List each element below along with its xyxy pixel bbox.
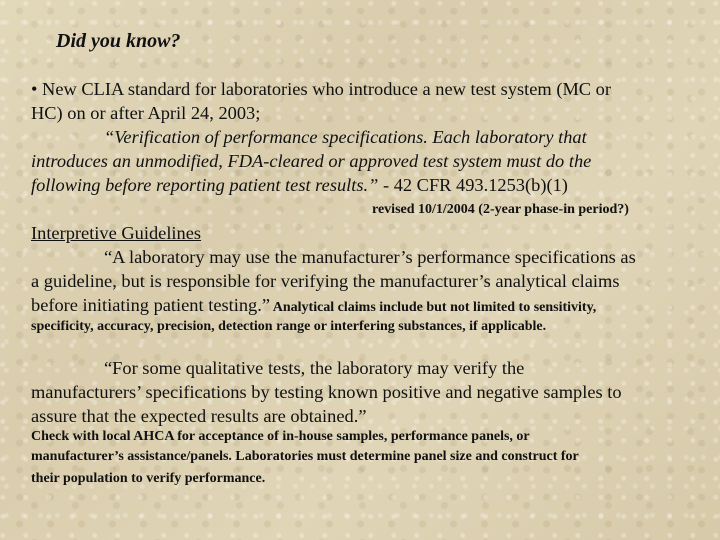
regulation-quote-line: “Verification of performance specifications. Each laboratory that: [104, 127, 587, 147]
guidelines-quote-end: before initiating patient testing.”: [31, 295, 271, 315]
qualitative-quote-line: “For some qualitative tests, the laboratory may verify the: [104, 358, 525, 378]
ahca-note-line: manufacturer’s assistance/panels. Laboratories must determine panel size and construct for: [31, 449, 579, 464]
ahca-note-line: their population to verify performance.: [31, 471, 266, 486]
analytical-claims-note: Analytical claims include but not limited to sensitivity,: [270, 300, 597, 315]
guidelines-quote-line: “A laboratory may use the manufacturer’s performance specifications as: [104, 247, 636, 267]
qualitative-quote-line: assure that the expected results are obtained.”: [31, 406, 367, 426]
regulation-quote-end: following before reporting patient test results.”: [31, 175, 379, 195]
qualitative-quote-line: manufacturers’ specifications by testing known positive and negative samples to: [31, 382, 622, 402]
guidelines-quote-line: [31, 294, 596, 319]
bullet-line: • New CLIA standard for laboratories who introduce a new test system (MC or: [31, 79, 611, 99]
revision-note: revised 10/1/2004 (2-year phase-in period?): [372, 202, 629, 217]
regulation-citation: - 42 CFR 493.1253(b)(1): [378, 175, 568, 195]
ahca-note-line: Check with local AHCA for acceptance of in-house samples, performance panels, or: [31, 429, 530, 444]
bullet-line: HC) on or after April 24, 2003;: [31, 103, 261, 123]
slide-title: Did you know?: [56, 30, 181, 52]
regulation-quote-line: introduces an unmodified, FDA-cleared or approved test system must do the: [31, 151, 592, 171]
analytical-claims-note: specificity, accuracy, precision, detection range or interfering substances, if applicable.: [31, 319, 547, 334]
guidelines-heading: Interpretive Guidelines: [31, 223, 202, 243]
regulation-quote-line: [31, 174, 568, 196]
guidelines-quote-line: a guideline, but is responsible for verifying the manufacturer’s analytical claims: [31, 271, 620, 291]
